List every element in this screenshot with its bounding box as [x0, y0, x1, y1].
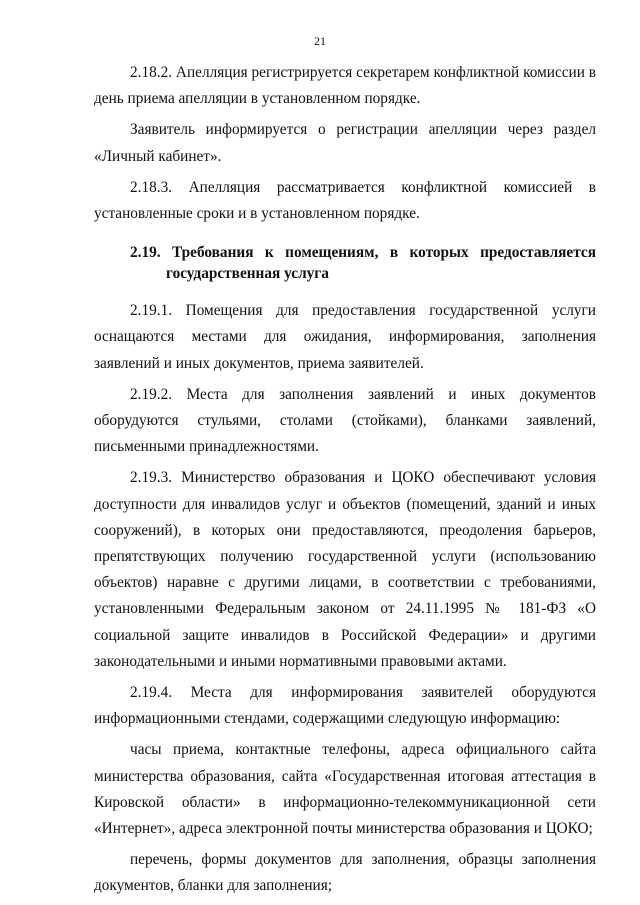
- list-item-reception-hours: часы приема, контактные телефоны, адреса официального сайта министерства образования, сайта «Государственная итоговая аттестация в Кировской области» в информационно-телекоммуникационной сети «Интернет», адреса электронной почты министерства образования и ЦОКО;: [94, 741, 596, 838]
- page-number: 21: [314, 34, 326, 48]
- paragraph-2-19-1: 2.19.1. Помещения для предоставления государственной услуги оснащаются местами для ожидания, информирования, заполнения заявлений и иных документов, приема заявителей.: [94, 302, 596, 372]
- paragraph-2-18-2: 2.18.2. Апелляция регистрируется секретарем конфликтной комиссии в день приема апелляции в установленном порядке.: [94, 64, 596, 108]
- paragraph-2-19-4: 2.19.4. Места для информирования заявителей оборудуются информационными стендами, содержащими следующую информацию:: [94, 684, 596, 728]
- paragraph-2-19-2: 2.19.2. Места для заполнения заявлений и иных документов оборудуются стульями, столами (стойками), бланками заявлений, письменными принадлежностями.: [94, 385, 596, 456]
- section-heading-2-19: 2.19. Требования к помещениям, в которых предоставляется государственная услуга: [130, 244, 596, 283]
- list-item-document-forms: перечень, формы документов для заполнения, образцы заполнения документов, бланки для заполнения;: [94, 851, 596, 895]
- paragraph-2-18-3: 2.18.3. Апелляция рассматривается конфликтной комиссией в установленные сроки и в установленном порядке.: [94, 178, 596, 223]
- paragraph-applicant-informed: Заявитель информируется о регистрации апелляции через раздел «Личный кабинет».: [94, 121, 596, 165]
- paragraph-2-19-3: 2.19.3. Министерство образования и ЦОКО обеспечивают условия доступности для инвалидов услуг и объектов (помещений, зданий и иных сооружений), в которых они предоставляются, преодоления барьеров, препятствующих получению государственной услуги (использованию объектов) наравне с другими лицами, в соответствии с требованиями, установленными Федеральным законом от 24.11.1995 № 181-ФЗ «О социальной защите инвалидов в Российской Федерации» и другими законодательными и иными нормативными правовыми актами.: [94, 469, 596, 670]
- document-body: [94, 60, 596, 905]
